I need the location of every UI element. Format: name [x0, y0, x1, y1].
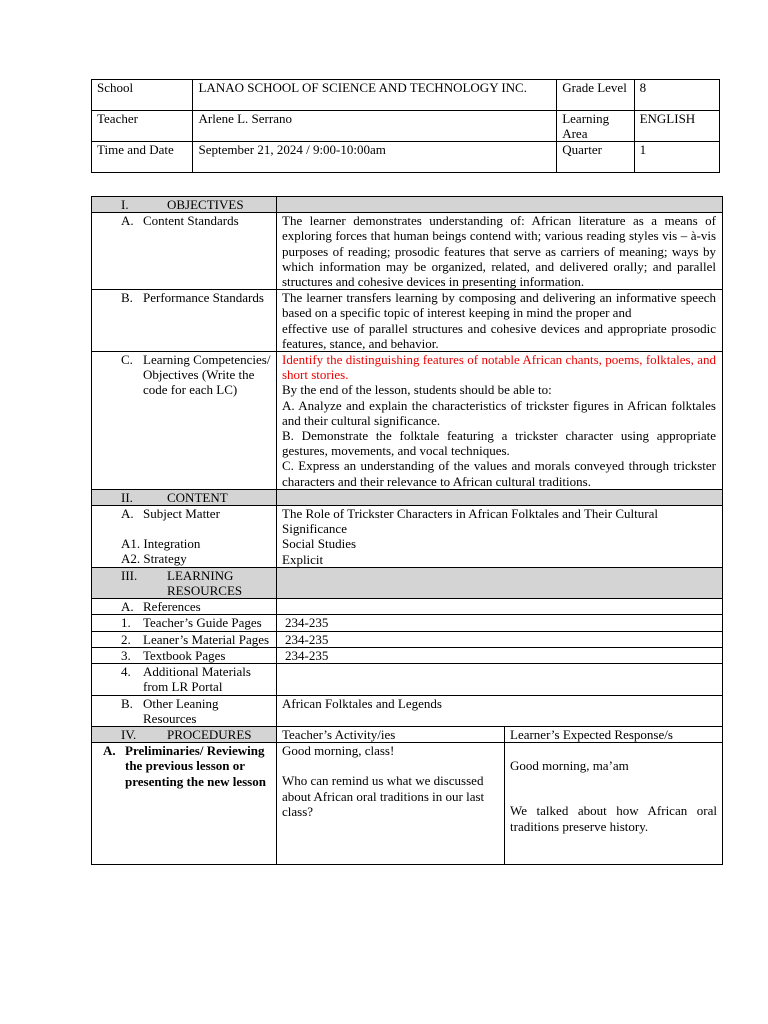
learner-response-cell: [505, 743, 723, 865]
objective-c: C. Express an understanding of the values and morals conveyed through trickster characters and their relevance to African cultural traditions.: [282, 458, 716, 489]
additional-materials-label: 4. Additional Materials from LR Portal: [92, 664, 277, 695]
learner-response-header: Learner’s Expected Response/s: [505, 726, 723, 742]
learning-area-value: ENGLISH: [634, 111, 719, 142]
integration-label: A1. Integration: [121, 536, 201, 552]
procedures-heading: IV. PROCEDURES: [92, 726, 277, 742]
teachers-guide-label: 1. Teacher’s Guide Pages: [92, 615, 277, 631]
strategy-label: A2. Strategy: [121, 551, 187, 567]
teacher-label: Teacher: [92, 111, 193, 142]
strategy-value: Explicit: [282, 551, 324, 567]
preliminaries-label: A. Preliminaries/ Reviewing the previous lesson or presenting the new lesson: [92, 743, 277, 865]
teacher-question: Who can remind us what we discussed about African oral traditions in our last class?: [282, 773, 485, 819]
learner-greeting: Good morning, ma’am: [510, 758, 629, 774]
time-date-label: Time and Date: [92, 142, 193, 173]
teachers-guide-value: 234-235: [277, 615, 723, 631]
objectives-heading-blank: [277, 197, 723, 213]
learning-competencies-label: C. Learning Competencies/ Objectives (Write the code for each LC): [92, 352, 277, 490]
subject-matter-text: The Role of Trickster Characters in African Folktales and Their Cultural Significance Social Studies Explicit: [277, 506, 723, 568]
grade-label: Grade Level: [557, 80, 634, 111]
textbook-pages-label: 3. Textbook Pages: [92, 647, 277, 663]
performance-standards-text: The learner transfers learning by composing and delivering an informative speech based on a specific topic of interest keeping in mind the proper and effective use of parallel structures and cohesive devices and appropriate prosodic features, stance, and behavior.: [277, 290, 723, 352]
content-heading: II. CONTENT: [92, 489, 277, 505]
competency-code-text: Identify the distinguishing features of notable African chants, poems, folktales, and short stories.: [282, 352, 716, 383]
textbook-pages-value: 234-235: [277, 647, 723, 663]
lesson-plan-table: [91, 196, 723, 865]
teacher-activity-cell: [277, 743, 505, 865]
teacher-value: Arlene L. Serrano: [193, 111, 557, 142]
quarter-label: Quarter: [557, 142, 634, 173]
objective-b: B. Demonstrate the folktale featuring a trickster character using appropriate gestures, movements, and vocal techniques.: [282, 428, 716, 459]
learners-material-value: 234-235: [277, 631, 723, 647]
learning-area-label: Learning Area: [557, 111, 634, 142]
references-value: [277, 599, 723, 615]
integration-value: Social Studies: [282, 536, 357, 552]
performance-standards-label: B. Performance Standards: [92, 290, 277, 352]
references-label: A. References: [92, 599, 277, 615]
teacher-greeting: Good morning, class!: [282, 743, 395, 759]
competency-intro: By the end of the lesson, students should be able to:: [282, 382, 552, 398]
grade-value: 8: [634, 80, 719, 111]
school-label: School: [92, 80, 193, 111]
other-resources-label: B. Other Leaning Resources: [92, 695, 277, 726]
teacher-activity-header: Teacher’s Activity/ies: [277, 726, 505, 742]
school-value: LANAO SCHOOL OF SCIENCE AND TECHNOLOGY INC.: [193, 80, 557, 111]
additional-materials-value: [277, 664, 723, 695]
time-date-value: September 21, 2024 / 9:00-10:00am: [193, 142, 557, 173]
subject-matter-label: A. Subject Matter A1. Integration A2. Strategy: [92, 506, 277, 568]
objective-a: A. Analyze and explain the characteristics of trickster figures in African folktales and their cultural significance.: [282, 397, 716, 428]
learning-competencies-text: [277, 352, 723, 490]
learning-resources-heading: III. LEARNING RESOURCES: [92, 567, 277, 598]
content-standards-label: A. Content Standards: [92, 213, 277, 290]
learner-answer: We talked about how African oral traditions preserve history.: [510, 803, 717, 834]
quarter-value: 1: [634, 142, 719, 173]
learners-material-label: 2. Leaner’s Material Pages: [92, 631, 277, 647]
other-resources-value: African Folktales and Legends: [277, 695, 723, 726]
learning-resources-heading-blank: [277, 567, 723, 598]
objectives-heading: I. OBJECTIVES: [92, 197, 277, 213]
content-heading-blank: [277, 489, 723, 505]
lesson-header-table: [91, 79, 720, 173]
content-standards-text: The learner demonstrates understanding of: African literature as a means of exploring forces that human beings contend with; various reading styles vis – à-vis purposes of reading; prosodic features that serve as carriers of meaning; ways by which information may be organized, related, and delivered orally; and parallel structures and cohesive devices in presenting information.: [277, 213, 723, 290]
